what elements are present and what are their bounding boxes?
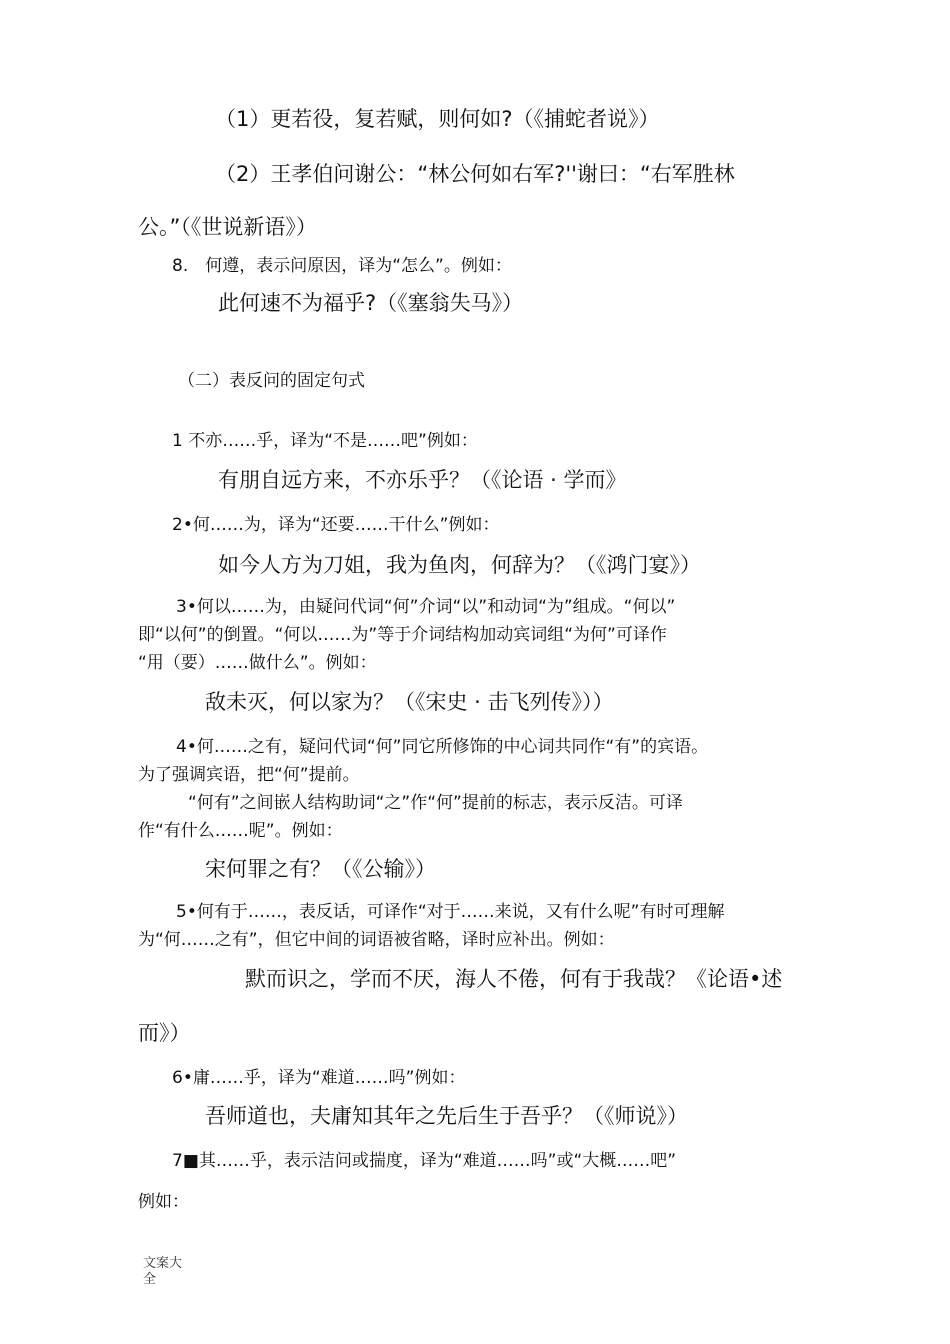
example-line: 如今人方为刀姐，我为鱼肉，何辞为？（《鸿门宴》） bbox=[218, 553, 701, 577]
example-line: 公。”（《世说新语》） bbox=[138, 215, 317, 239]
example-line: 吾师道也，夫庸知其年之先后生于吾乎？（《师说》） bbox=[205, 1104, 688, 1128]
example-line: （2）王孝伯问谢公：“林公何如右军?''谢曰：“右军胜林 bbox=[215, 162, 735, 186]
rule-line: 5•何有于……，表反话，可译作“对于……来说，又有什么呢”有时可理解 bbox=[176, 902, 725, 922]
rule-line: 2•何……为，译为“还要……干什么”例如： bbox=[172, 515, 500, 535]
rule-line: 4•何……之有，疑问代词“何”同它所修饰的中心词共同作“有”的宾语。 bbox=[176, 737, 709, 757]
rule-line: 即“以何”的倒置。“何以……为”等于介词结构加动宾词组“为何”可译作 bbox=[138, 625, 667, 645]
rule-line: 例如： bbox=[138, 1192, 189, 1212]
section-heading: （二）表反问的固定句式 bbox=[178, 371, 365, 391]
rule-line: 3•何以……为，由疑问代词“何”介词“以”和动词“为”组成。“何以” bbox=[176, 597, 676, 617]
rule-line: 8. 何遵，表示问原因，译为“怎么”。例如： bbox=[172, 256, 512, 276]
example-line: 有朋自远方来，不亦乐乎？（《论语 · 学而》 bbox=[218, 468, 627, 492]
footer-text: 文案大 bbox=[143, 1256, 183, 1271]
example-line: 宋何罪之有？（《公输》） bbox=[205, 857, 436, 881]
example-line: 默而识之，学而不厌，海人不倦，何有于我哉？《论语•述 bbox=[245, 967, 783, 991]
rule-line: 6•庸……乎，译为“难道……吗”例如： bbox=[172, 1068, 466, 1088]
rule-line: 作“有什么……呢”。例如： bbox=[138, 821, 343, 841]
rule-line: 1 不亦……乎，译为“不是……吧”例如： bbox=[172, 431, 478, 451]
example-line: 敌未灭，何以家为？（《宋史 · 击飞列传》）） bbox=[205, 690, 614, 714]
rule-line: 7■其……乎，表示洁问或揣度，译为“难道……吗”或“大概……吧” bbox=[172, 1151, 677, 1171]
rule-line: “何有”之间嵌人结构助词“之”作“何”提前的标志，表示反洁。可译 bbox=[188, 793, 683, 813]
rule-line: “用（要）……做什么”。例如： bbox=[138, 653, 377, 673]
example-line: 而》） bbox=[138, 1021, 191, 1045]
footer-text: 全 bbox=[143, 1272, 157, 1287]
example-line: （1）更若役，复若赋，则何如?（《捕蛇者说》） bbox=[215, 107, 660, 131]
example-line: 此何速不为福乎?（《塞翁失马》） bbox=[218, 291, 524, 315]
rule-line: 为“何……之有”，但它中间的词语被省略，译时应补出。例如： bbox=[138, 930, 615, 950]
rule-line: 为了强调宾语，把“何”提前。 bbox=[138, 765, 360, 785]
